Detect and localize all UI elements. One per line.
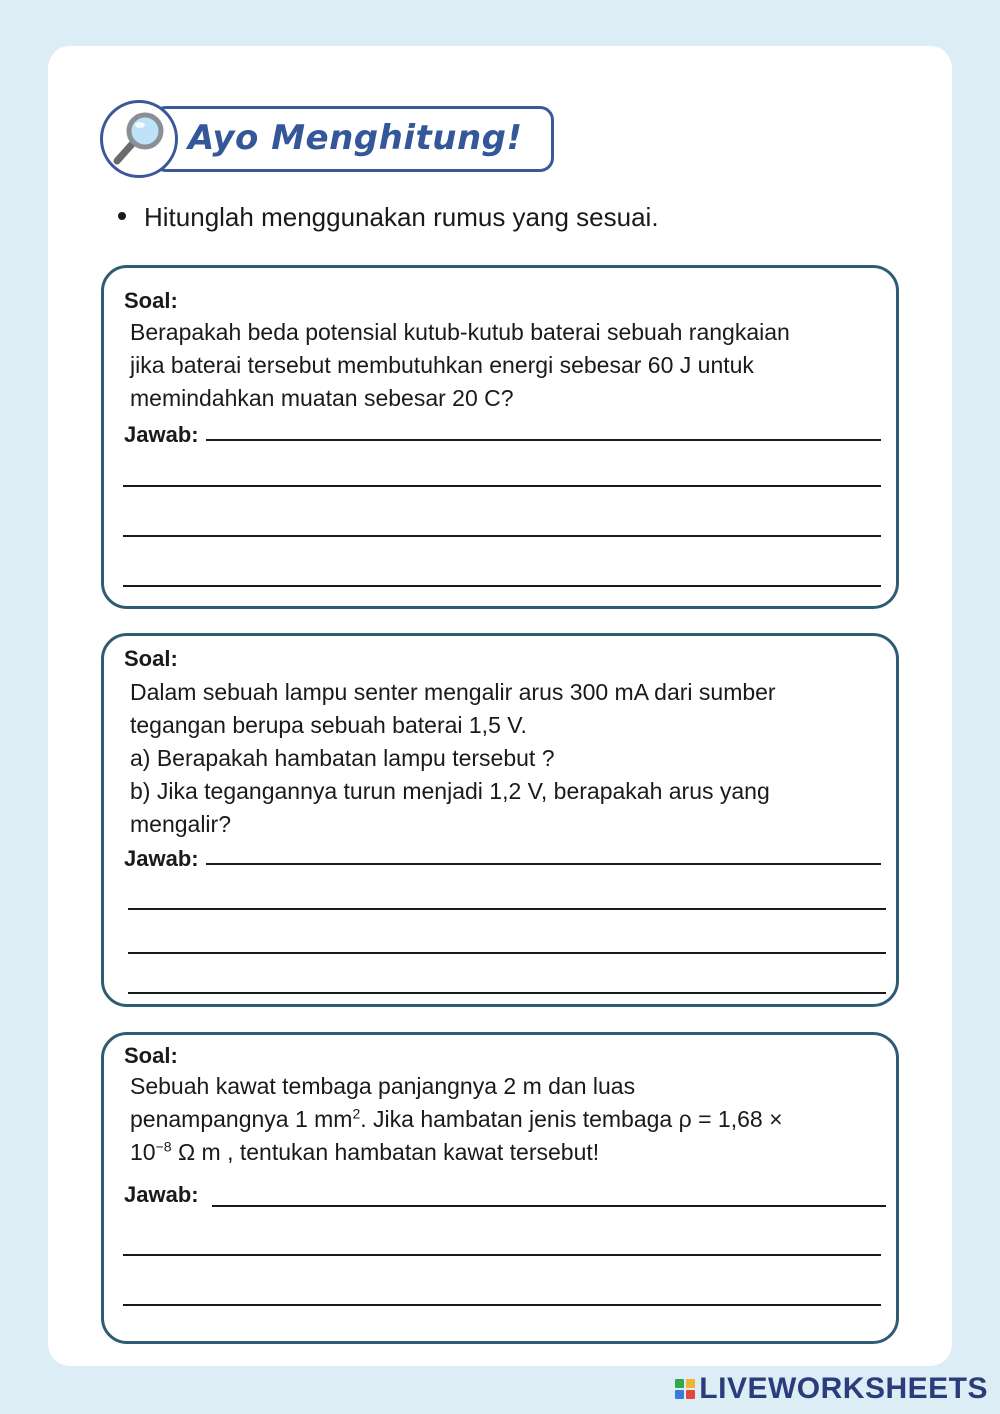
- instruction: [118, 202, 659, 233]
- question-line: b) Jika tegangannya turun menjadi 1,2 V, berapakah arus yang: [130, 778, 770, 804]
- question-line: [130, 1103, 880, 1136]
- question-box-1: [101, 265, 899, 609]
- soal-label: Soal:: [124, 288, 178, 313]
- answer-line[interactable]: [128, 908, 886, 910]
- liveworksheets-logo[interactable]: [675, 1372, 988, 1406]
- question-line: [130, 1136, 880, 1169]
- answer-line[interactable]: [128, 992, 886, 994]
- answer-line[interactable]: [212, 1205, 886, 1207]
- question-text-part: 10: [130, 1139, 156, 1165]
- question-line: memindahkan muatan sebesar 20 C?: [130, 385, 514, 411]
- answer-line[interactable]: [206, 863, 881, 865]
- question-text: [130, 676, 880, 841]
- superscript: −8: [155, 1138, 172, 1155]
- soal-label: Soal:: [124, 1043, 178, 1068]
- question-line: tegangan berupa sebuah baterai 1,5 V.: [130, 712, 527, 738]
- title-banner: [100, 100, 560, 180]
- question-line: Berapakah beda potensial kutub-kutub baterai sebuah rangkaian: [130, 319, 790, 345]
- question-line: a) Berapakah hambatan lampu tersebut ?: [130, 745, 555, 771]
- title-icon-circle: [100, 100, 178, 178]
- brand-grid-icon: [675, 1379, 695, 1399]
- bullet-icon: [118, 212, 126, 220]
- question-line: jika baterai tersebut membutuhkan energi sebesar 60 J untuk: [130, 352, 754, 378]
- answer-line[interactable]: [128, 952, 886, 954]
- magnifier-icon: [103, 103, 175, 175]
- answer-line[interactable]: [206, 439, 881, 441]
- question-text-part: Ω m , tentukan hambatan kawat tersebut!: [171, 1139, 600, 1165]
- answer-line[interactable]: [123, 535, 881, 537]
- question-box-2: [101, 633, 899, 1007]
- question-line: mengalir?: [130, 811, 231, 837]
- question-box-3: [101, 1032, 899, 1344]
- question-text-part: penampangnya 1 mm: [130, 1106, 353, 1132]
- answer-line[interactable]: [123, 585, 881, 587]
- superscript: 2: [352, 1105, 361, 1122]
- page-title: Ayo Menghitung!: [188, 118, 523, 158]
- question-line: Sebuah kawat tembaga panjangnya 2 m dan luas: [130, 1073, 636, 1099]
- question-text: [130, 316, 880, 415]
- question-line: Dalam sebuah lampu senter mengalir arus 300 mA dari sumber: [130, 679, 776, 705]
- answer-label: Jawab:: [124, 422, 199, 447]
- answer-label: Jawab:: [124, 846, 199, 871]
- brand-name: LIVEWORKSHEETS: [699, 1372, 988, 1405]
- question-text: [130, 1070, 880, 1169]
- answer-line[interactable]: [123, 485, 881, 487]
- answer-line[interactable]: [123, 1254, 881, 1256]
- soal-label: Soal:: [124, 646, 178, 671]
- question-text-part: . Jika hambatan jenis tembaga ρ = 1,68 ×: [360, 1106, 783, 1132]
- answer-label: Jawab:: [124, 1182, 199, 1207]
- answer-line[interactable]: [123, 1304, 881, 1306]
- instruction-text: Hitunglah menggunakan rumus yang sesuai.: [144, 202, 659, 232]
